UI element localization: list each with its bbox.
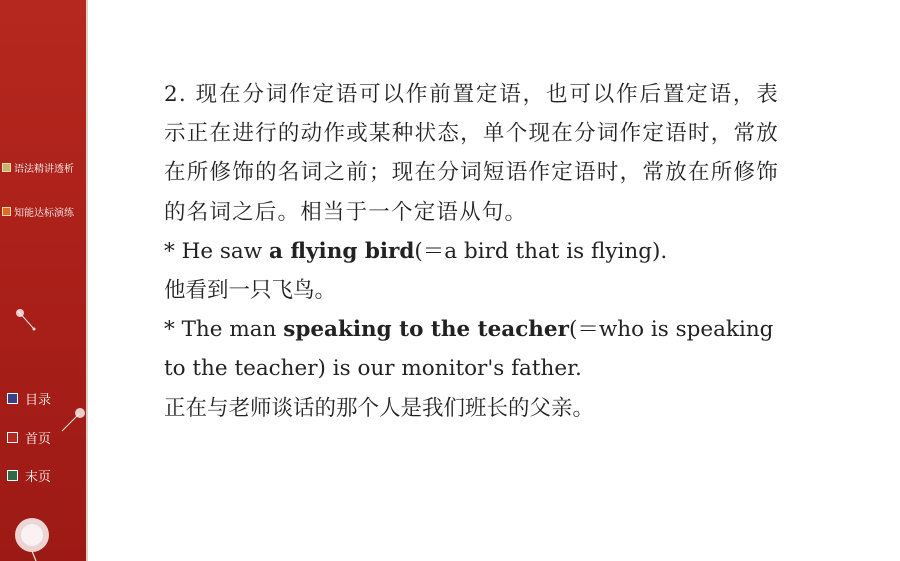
example-2-highlight: speaking to the teacher: [283, 317, 569, 343]
nav-grammar-explanation-label: 语法精讲透析: [14, 164, 74, 175]
nav-practice-label: 知能达标演练: [14, 208, 74, 219]
nav-contents-label: 目录: [25, 393, 52, 408]
first-page-icon: [7, 432, 18, 443]
example-1-suffix: (＝a bird that is flying).: [414, 238, 668, 264]
nav-practice[interactable]: [0, 204, 74, 219]
nav-grammar-explanation[interactable]: [0, 160, 74, 175]
grammar-rule-paragraph: 2. 现在分词作定语可以作前置定语，也可以作后置定语，表示正在进行的动作或某种状态，单个现在分词作定语时，常放在所修饰的名词之前；现在分词短语作定语时，常放在所修饰的名词之后。相当于一个定语从句。: [164, 82, 779, 225]
dandelion-seed-icon: [14, 308, 40, 334]
last-page-icon: [7, 470, 18, 481]
contents-icon: [7, 393, 18, 404]
example-sentence-2: [164, 310, 779, 388]
bullet-icon: [2, 163, 11, 172]
example-2-suffix: (＝who is speaking to the teacher) is our monitor's father.: [164, 317, 774, 382]
example-1-highlight: a flying bird: [268, 238, 415, 264]
example-2-translation: 正在与老师谈话的那个人是我们班长的父亲。: [164, 395, 595, 421]
example-sentence-1: [164, 232, 779, 271]
nav-contents[interactable]: [7, 389, 51, 408]
example-2-prefix: * The man: [164, 317, 284, 343]
main-content: [164, 75, 779, 428]
bullet-icon: [2, 207, 11, 216]
dandelion-seed-icon: [58, 405, 86, 435]
sidebar: [0, 0, 88, 561]
nav-first-page-label: 首页: [25, 432, 52, 447]
dandelion-flower-icon: [12, 515, 54, 561]
nav-first-page[interactable]: [7, 428, 51, 447]
example-1-prefix: * He saw: [164, 238, 269, 264]
example-1-translation: 他看到一只飞鸟。: [164, 278, 337, 304]
nav-last-page[interactable]: [7, 466, 51, 485]
nav-last-page-label: 末页: [25, 470, 52, 485]
